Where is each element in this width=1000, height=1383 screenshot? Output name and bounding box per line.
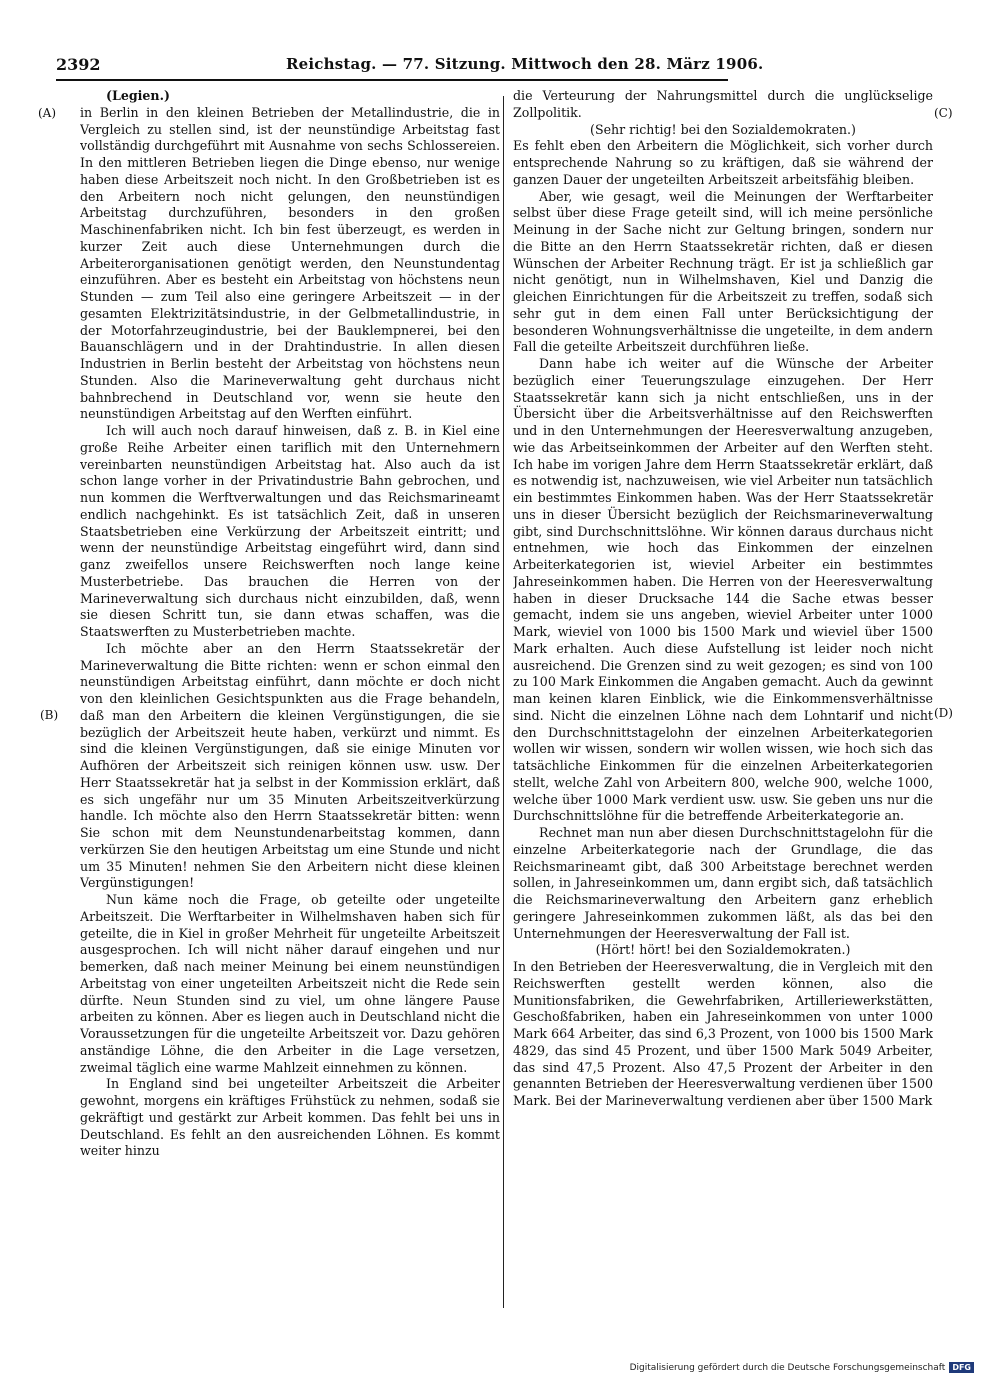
left-column: [80, 88, 500, 1313]
paragraph: Aber, wie gesagt, weil die Meinungen der Werftarbeiter selbst über diese Frage geteilt sind, will ich meine persönliche Meinung in der Sache nicht zur Geltung bringen, sondern nur die Bitte an den Herrn Staatssekretär richten, daß er diesen Wünschen der Arbeiter Rechnung trägt. Er ist ja schließlich gar nicht genötigt, nun in Wilhelmshaven, Kiel und Danzig die gleichen Einrichtungen für die Arbeitszeit zu treffen, sodaß sich sehr gut in dem einen Fall unter Berücksichtigung der besonderen Wohnungsverhältnisse die ungeteilte, in dem andern Fall die geteilte Arbeitszeit durchführen ließe.: [513, 188, 933, 355]
paragraph: In England sind bei ungeteilter Arbeitszeit die Arbeiter gewohnt, morgens ein kräftiges Frühstück zu nehmen, sodaß sie gekräftigt und gestärkt zur Arbeit kommen. Das fehlt bei uns in Deutschland. Es fehlt an den ausreichenden Löhnen. Es kommt weiter hinzu: [80, 1076, 500, 1159]
margin-marker-c: (C): [934, 106, 953, 120]
paragraph: Nun käme noch die Frage, ob geteilte oder ungeteilte Arbeitszeit. Die Werftarbeiter in Wilhelmshaven haben sich für geteilte, die in Kiel in großer Mehrheit für ungeteilte Arbeitszeit ausgesprochen. Ich will nicht näher darauf eingehen und nur bemerken, daß nach meiner Meinung bei einem neunstündigen Arbeitstag von einer ungeteilten Arbeitszeit nicht die Rede sein dürfte. Neun Stunden sind zu viel, um ohne längere Pause arbeiten zu können. Aber es liegen auch in Deutschland nicht die Voraussetzungen für die ungeteilte Arbeitszeit vor. Dazu gehören anständige Löhne, die den Arbeiter in die Lage versetzen, zweimal täglich eine warme Mahlzeit einnehmen zu können.: [80, 892, 500, 1075]
paragraph: In den Betrieben der Heeresverwaltung, die in Vergleich mit den Reichswerften gestellt werden können, also die Munitionsfabriken, die Gewehrfabriken, Artilleriewerkstätten, Geschoßfabriken, haben ein Jahreseinkommen von unter 1000 Mark 664 Arbeiter, das sind 6,3 Prozent, von 1000 bis 1500 Mark 4829, das sind 45 Prozent, und über 1500 Mark 5049 Arbeiter, das sind 47,5 Prozent. Also 47,5 Prozent der Arbeiter in den genannten Betrieben der Heeresverwaltung verdienen über 1500 Mark. Bei der Marineverwaltung verdienen aber über 1500 Mark: [513, 959, 933, 1108]
paragraph: in Berlin in den kleinen Betrieben der Metallindustrie, die in Vergleich zu stellen sind, ist der neunstündige Arbeitstag fast vollständig durchgeführt mit Ausnahme von sechs Schlossereien. In den mittleren Betrieben liegen die Dinge ebenso, nur wenige haben diese Arbeitszeit noch nicht. In den Großbetrieben ist es den Arbeitern noch nicht gelungen, den neunstündigen Arbeitstag durchzuführen, besonders in den großen Maschinenfabriken nicht. Ich bin fest überzeugt, es werden in kurzer Zeit auch diese Unternehmungen durch die Arbeiterorganisationen genötigt werden, den Neunstundentag einzuführen. Aber es besteht ein Arbeitstag von höchstens neun Stunden — zum Teil also eine geringere Arbeitszeit — in der gesamten Elektrizitätsindustrie, in der Gelbmetallindustrie, in der Motorfahrzeugindustrie, bei der Bauklempnerei, bei den Bauanschlägern und in der Drahtindustrie. In allen diesen Industrien in Berlin besteht der Arbeitstag von höchstens neun Stunden. Also die Marineverwaltung geht durchaus nicht bahnbrechend in Deutschland vor, wenn sie heute den neunstündigen Arbeitstag auf den Werften einführt.: [80, 104, 500, 422]
column-divider: [503, 96, 504, 1308]
interjection: (Sehr richtig! bei den Sozialdemokraten.): [590, 121, 856, 137]
paragraph: Dann habe ich weiter auf die Wünsche der Arbeiter bezüglich einer Teuerungszulage einzugehen. Der Herr Staatssekretär kann sich ja nicht entschließen, uns in der Übersicht über die Arbeitsverhältnisse auf den Reichswerften und in den Unternehmungen der Heeresverwaltung anzugeben, wie das Arbeitseinkommen der Arbeiter auf den Werften steht. Ich habe im vorigen Jahre dem Herrn Staatssekretär erklärt, daß es notwendig ist, nachzuweisen, wie viel Arbeiter nun tatsächlich ein bestimmtes Einkommen haben. Was der Herr Staatssekretär uns in dieser Übersicht bezüglich der Reichsmarineverwaltung gibt, sind Durchschnittslöhne. Wir können daraus durchaus nicht entnehmen, wie hoch das Einkommen der einzelnen Arbeiterkategorien ist, wieviel Arbeiter ein bestimmtes Jahreseinkommen haben. Die Herren von der Heeresverwaltung haben in dieser Drucksache 144 die Sache etwas besser gemacht, indem sie uns angeben, wieviel Arbeiter unter 1000 Mark, wieviel von 1000 bis 1500 Mark und wieviel über 1500 Mark erhalten. Auch diese Aufstellung ist leider noch nicht ausreichend. Die Grenzen sind zu weit gezogen; es sind von 100 zu 100 Mark Einkommen die Angaben gemacht. Auch da gewinnt man keinen klaren Einblick, wie die Einkommensverhältnisse sind. Nicht die einzelnen Löhne nach dem Lohntarif und nicht den Durchschnittstagelohn der einzelnen Arbeiterkategorien wollen wir wissen, sondern wir wollen wissen, wie hoch sich das tatsächliche Einkommen für die einzelnen Arbeiterkategorien stellt, welche Zahl von Arbeitern 800, welche 900, welche 1000, welche über 1000 Mark verdient usw. usw. Sie geben uns nur die Durchschnittslöhne für die betreffende Arbeiterkategorie an.: [513, 356, 933, 824]
speaker-label: (Legien.): [106, 88, 170, 103]
interjection: (Hört! hört! bei den Sozialdemokraten.): [595, 942, 851, 958]
margin-marker-d: (D): [934, 706, 953, 720]
footer-credit: Digitalisierung gefördert durch die Deutsche Forschungsgemeinschaft: [629, 1362, 946, 1373]
margin-marker-a: (A): [38, 106, 57, 120]
running-header: [56, 53, 764, 81]
running-title: Reichstag. — 77. Sitzung. Mittwoch den 28. März 1906.: [286, 55, 764, 73]
dfg-logo-icon: DFG: [949, 1362, 974, 1373]
paragraph: die Verteurung der Nahrungsmittel durch die unglückselige Zollpolitik.: [513, 88, 933, 120]
paragraph: Ich möchte aber an den Herrn Staatssekretär der Marineverwaltung die Bitte richten: wenn er schon einmal den neunstündigen Arbeitstag einführt, dann möchte er doch nicht von den kleinlichen Gesichtspunkten aus die Frage behandeln, daß man den Arbeitern die kleinen Vergünstigungen, die sie bezüglich der Arbeitszeit heute haben, verkürzt und nimmt. Es sind die kleinen Vergünstigungen, daß sie einige Minuten vor Aufhören der Arbeitszeit sich reinigen können usw. usw. Der Herr Staatssekretär hat ja selbst in der Kommission erklärt, daß es sich ungefähr nur um 35 Minuten Arbeitszeitverkürzung handle. Ich möchte also den Herrn Staatssekretär bitten: wenn Sie schon mit dem Neunstundenarbeitstag kommen, dann verkürzen Sie den heutigen Arbeitstag um eine Stunde und nicht um 35 Minuten! nehmen Sie den Arbeitern nicht diese kleinen Vergünstigungen!: [80, 640, 500, 891]
right-column: [513, 88, 933, 1313]
paragraph: Rechnet man nun aber diesen Durchschnittstagelohn für die einzelne Arbeiterkategorie nach der Grundlage, die das Reichsmarineamt gibt, daß 300 Arbeitstage berechnet werden sollen, in Jahreseinkommen um, dann ergibt sich, daß tatsächlich die Reichsmarineverwaltung den Arbeitern ganz erheblich geringere Jahreseinkommen zukommen läßt, als das bei den Unternehmungen der Heeresverwaltung der Fall ist.: [513, 825, 933, 941]
page-number: 2392: [56, 55, 101, 74]
digitization-footer: [630, 1362, 974, 1373]
paragraph: Ich will auch noch darauf hinweisen, daß z. B. in Kiel eine große Reihe Arbeiter einen tariflich mit den Unternehmern vereinbarten neunstündigen Arbeitstag hat. Also auch da ist schon lange vorher in der Privatindustrie Bahn gebrochen, und nun kommen die Werftverwaltungen und das Reichsmarineamt endlich nachgehinkt. Es ist tatsächlich Zeit, daß in unseren Staatsbetrieben eine Verkürzung der Arbeitszeit eintritt; und wenn der neunstündige Arbeitstag eingeführt wird, dann sind ganz zweifellos unsere Reichswerften noch lange keine Musterbetriebe. Das brauchen die Herren von der Marineverwaltung sich durchaus nicht einzubilden, daß, wenn sie diesen Schritt tun, sie dann etwas schaffen, was die Staatswerften zu Musterbetrieben machte.: [80, 423, 500, 639]
margin-marker-b: (B): [40, 708, 59, 722]
paragraph: Es fehlt eben den Arbeitern die Möglichkeit, sich vorher durch entsprechende Nahrung so zu kräftigen, daß sie während der ganzen Dauer der ungeteilten Arbeitszeit arbeitsfähig bleiben.: [513, 138, 933, 187]
